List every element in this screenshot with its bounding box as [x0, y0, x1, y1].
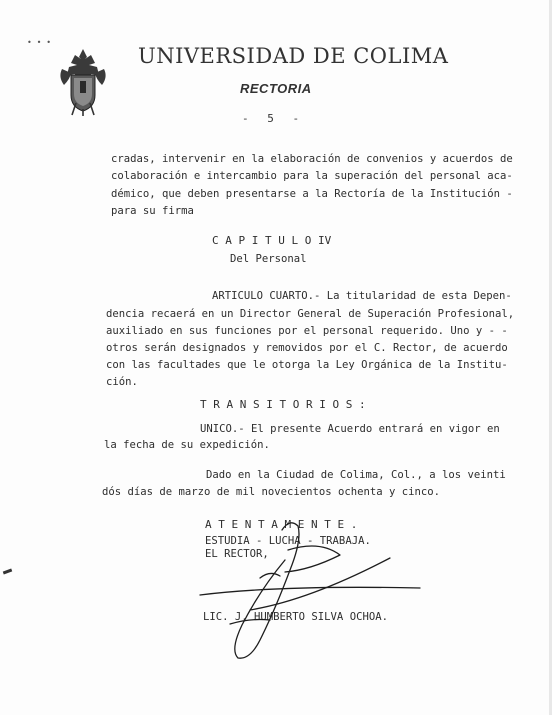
dado-line: Dado en la Ciudad de Colima, Col., a los veinti: [206, 469, 506, 481]
intro-line: para su firma: [111, 205, 194, 217]
page-number: - 5 -: [242, 112, 306, 125]
intro-line: démico, que deben presentarse a la Rectoría de la Institución -: [111, 188, 513, 200]
atentamente: A T E N T A M E N T E .: [205, 518, 358, 531]
rector-role: EL RECTOR,: [205, 548, 269, 560]
chapter-heading: C A P I T U L O IV: [212, 234, 332, 247]
article-line: ción.: [106, 376, 138, 388]
article-line: otros serán designados y removidos por el C. Rector, de acuerdo: [106, 342, 508, 354]
article-line: con las facultades que le otorga la Ley Orgánica de la Institu-: [106, 359, 508, 371]
unico-line: UNICO.- El presente Acuerdo entrará en vigor en: [200, 423, 500, 435]
office-name: RECTORIA: [240, 81, 312, 96]
chapter-title: Del Personal: [230, 253, 307, 265]
signer-name: LIC. J. HUMBERTO SILVA OCHOA.: [203, 611, 388, 623]
unico-line: la fecha de su expedición.: [104, 439, 270, 451]
stray-dots: • • •: [27, 38, 52, 47]
transitorios-heading: T R A N S I T O R I O S :: [200, 398, 366, 411]
stray-mark: [3, 569, 12, 575]
intro-line: cradas, intervenir en la elaboración de convenios y acuerdos de: [111, 153, 513, 165]
university-name: UNIVERSIDAD DE COLIMA: [138, 44, 449, 68]
motto: ESTUDIA - LUCHA - TRABAJA.: [205, 535, 371, 547]
intro-line: colaboración e intercambio para la superación del personal aca-: [111, 170, 513, 182]
article-line: dencia recaerá en un Director General de Superación Profesional,: [106, 308, 515, 320]
handwritten-signature: [190, 500, 430, 670]
dado-line: dós días de marzo de mil novecientos ochenta y cinco.: [102, 486, 441, 498]
article-line: ARTICULO CUARTO.- La titularidad de esta Depen-: [212, 290, 512, 302]
article-line: auxiliado en sus funciones por el personal requerido. Uno y - -: [106, 325, 508, 337]
university-seal-icon: [58, 47, 108, 117]
